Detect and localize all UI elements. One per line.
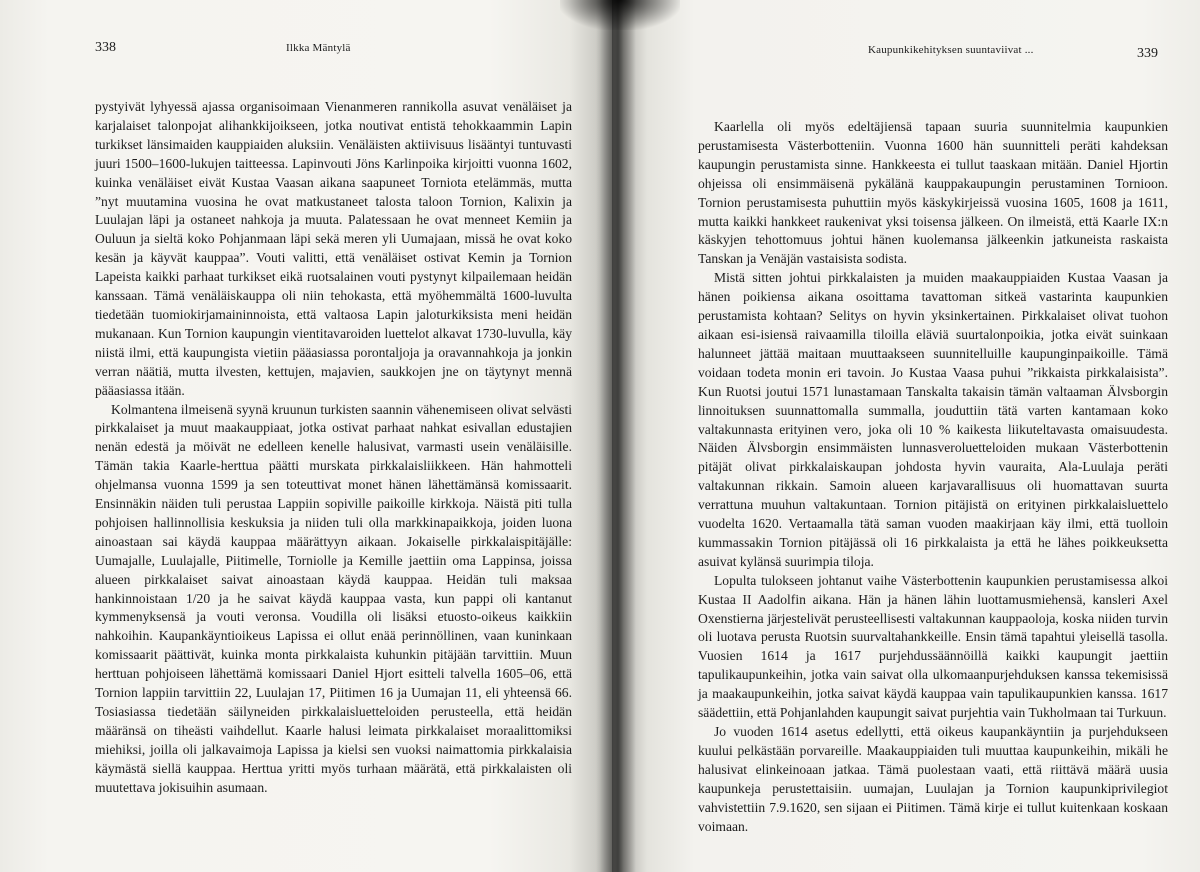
paragraph: Lopulta tulokseen johtanut vaihe Västerbottenin kaupunkien perustamisessa alkoi Kustaa II Aadolfin aikana. Hän ja hänen lähin luottamusmiehensä, kansleri Axel Oxenstierna järjestelivät perusteellisesti valtakunnan kauppaoloja, koska niiden turvin oli luotava perusta Ruotsin suurvaltahankkeille. Ensin tämä tapahtui yleisellä tasolla. Vuosien 1614 ja 1617 purjehdussäännöillä kaikki kaupungit jaettiin tapulikaupunkeihin, jotka vain saivat olla ulkomaanpurjehduksen kanssa tekemisissä ja maakaupunkeihin, jotka saivat käydä kauppaa vain tapulikaupunkien kanssa. 1617 säädettiin, että Pohjanlahden kaupungit saivat purjehtia vain Tukholmaan tai Turkuun.	[698, 572, 1168, 721]
running-head: Kaupunkikehityksen suuntaviivat ...	[868, 44, 1034, 56]
paragraph: Jo vuoden 1614 asetus edellytti, että oikeus kaupankäyntiin ja purjehdukseen kuului pelkästään porvareille. Maakauppiaiden tuli muuttaa kaupunkeihin, mikäli he halusivat elinkeinoaan jatkaa. Tämä puolestaan vaati, että riittävä määrä uusia kaupunkeja perustettaisiin. uumajan, Luulajan ja Tornion kaupunkiprivilegiot vahvistettiin 7.9.1620, sen sijaan ei Piitimen. Tämä kirje ei tullut kuitenkaan koskaan voimaan.	[698, 724, 1168, 834]
body-text	[698, 118, 1168, 836]
paragraph: Mistä sitten johtui pirkkalaisten ja muiden maakauppiaiden Kustaa Vaasan ja hänen poikiensa aikana osoittama tavattoman sitkeä vastarinta kaupunkien perustamista kohtaan? Selitys on hyvin yksinkertainen. Pirkkalaiset olivat tuohon aikaan esi-isiensä raivaamilla tiloilla eläviä suurtalonpoikia, jotka eivät suinkaan halunneet jättää maitaan muuttaakseen suunnitelluille kaupunginpaikoille. Tämä voidaan todeta monin eri tavoin. Jo Kustaa Vaasa puhui ”rikkaista pirkkalaisista”. Kun Ruotsi joutui 1571 lunastamaan Tanskalta takaisin tämän valtaaman Älvsborgin linnoituksen suunnattomalla summalla, jouduttiin tätä varten kantamaan koko valtakunnasta erityinen vero, joka oli 10 % kaikesta liikuteltavasta omaisuudesta. Näiden Älvsborgin ensimmäisten lunnasveroluetteloiden mukaan Västerbottenin pitäjät olivat pirkkalaiskaupan johdosta hyvin vauraita, Ala-Luulaja peräti valtakunnan rikkain. Samoin alueen karjavarallisuus oli huomattavan suurta verrattuna muuhun valtakuntaan. Tornion pitäjistä on erityinen pirkkalaisluettelo vuodelta 1620. Vertaamalla tätä saman vuoden maakirjaan käy ilmi, että tuolloin kummassakin Tornion pitäjässä oli 16 pirkkalaista ja että he lähes poikkeuksetta asuivat kylänsä suurimpia tiloja.	[698, 270, 1168, 569]
page-number: 338	[95, 40, 116, 55]
page-number: 339	[1137, 46, 1158, 61]
body-text	[95, 98, 572, 798]
paragraph: pystyivät lyhyessä ajassa organisoimaan Vienanmeren rannikolla asuvat venäläiset ja karjalaiset talonpojat alihankkijoikseen, jotka noutivat entistä tehokkaammin Lapin turkikset länsimaiden kauppiaiden aluksiin. Venäläisten aktiivisuus lisääntyi tuntuvasti juuri 1500–1600-lukujen taitteessa. Lapinvouti Jöns Karlinpoika kirjoitti vuonna 1602, kuinka venäläiset eivät Kustaa Vaasan aikana saapuneet Torniota etelämmäs, mutta ”nyt muutamina vuosina he ovat matkustaneet talosta taloon Tornion, Kalixin ja Luulajan läpi ja ostaneet nahkoja ja muuta. Palatessaan he ovat menneet Kemiin ja Ouluun ja sieltä koko Pohjanmaan läpi sekä meren yli Uumajaan, missä he ovat koko kesän ja käyvät kauppaa”. Vouti valitti, että venäläiset ostivat Kemin ja Tornion Lapeista kaikki parhaat turkikset eikä ruotsalainen vouti pystynyt kilpailemaan heidän kanssaan. Tämä venäläiskauppa oli niin tehokasta, että myöhemmältä 1600-luvulta tiedetään tuomiokirjamaininnoista, että valtaosa Lapin jaloturkiksista meni heidän mukanaan. Kun Tornion kaupungin vientitavaroiden luettelot alkavat 1730-luvulla, käy niistä ilmi, että kaupungista vietiin pääasiassa porontaljoja ja oravannahkoja ja jonkin verran näätiä, mutta ilvesten, kettujen, majavien, saukkojen jne on täytynyt mennä pääasiassa itään.	[95, 99, 572, 398]
running-head: Ilkka Mäntylä	[286, 42, 351, 54]
right-page	[612, 0, 1200, 872]
paragraph: Kaarlella oli myös edeltäjiensä tapaan suuria suunnitelmia kaupunkien perustamisesta Västerbotteniin. Vuonna 1600 hän suunnitteli peräti kahdeksan kaupungin perustamista sinne. Hankkeesta ei tullut taaskaan mitään. Daniel Hjortin ohjeissa oli ensimmäisenä pykälänä kauppakaupungin perustaminen Tornioon. Tornion perustamisesta puhuttiin myös käskykirjeissä vuosina 1605, 1608 ja 1611, mutta kaikki hankkeet raukenivat yksi toisensa jälkeen. On ilmeistä, että Kaarle IX:n käskyjen tehottomuus johtui hänen kuolemansa jälkeenkin jatkuneista raskaista Tanskan ja Venäjän vastaisista sodista.	[698, 119, 1168, 267]
paragraph: Kolmantena ilmeisenä syynä kruunun turkisten saannin vähenemiseen olivat selvästi pirkkalaiset ja muut maakauppiaat, jotka ostivat parhaat nahkat esivallan edustajien nenän edestä ja möivät ne edelleen kenelle halusivat, varmasti usein venäläisille. Tämän takia Kaarle-herttua päätti murskata pirkkalaisliikkeen. Hän hahmotteli ohjelmansa vuonna 1599 ja sen toteuttivat monet hänen lähettämänsä komissaarit. Ensinnäkin näiden tuli perustaa Lappiin sopiville paikoille kirkkoja. Näistä piti tulla pohjoisen hallinnollisia keskuksia ja niiden tuli olla markkinapaikkoja, joiden luona ainoastaan sai käydä kauppaa määrättyyn aikaan. Jokaiselle pirkkalaispitäjälle: Uumajalle, Luulajalle, Piitimelle, Torniolle ja Kemille jaettiin oma Lappinsa, joissa alueen pirkkalaiset saivat ainoastaan käydä kauppaa. Heidän tuli maksaa hankinnoistaan 1/20 ja he saivat käydä kauppaa vasta, kun pappi oli kantanut kymmenyksensä ja vouti veronsa. Voudilla oli lisäksi etuosto-oikeus kaikkiin nahkoihin. Kaupankäyntioikeus Lapissa ei ollut enää perinnöllinen, vaan kuninkaan komissaarit päättivät, kuinka monta pirkkalaista kuhunkin pitäjään tarvittiin. Muun herttuan pohjoiseen lähettämä komissaari Daniel Hjort esitteli talvella 1605–06, että Tornion lappiin tarvittiin 22, Luulajan 17, Piitimen 16 ja Uumajan 11, eli yhteensä 66. Tosiasiassa tiedetään säilyneiden pirkkalaisluetteloiden perusteella, että heidän määränsä on tiheästi vaihdellut. Kaarle halusi leimata pirkkalaiset moraalittomiksi miehiksi, joilla oli jalkavaimoja Lapissa ja kielsi sen vuoksi naimattomia pirkkalaisia käymästä siellä kauppaa. Herttua yritti myös turhaan määrätä, että pirkkalaisten oli muutettava jokisuihin asumaan.	[95, 401, 572, 795]
